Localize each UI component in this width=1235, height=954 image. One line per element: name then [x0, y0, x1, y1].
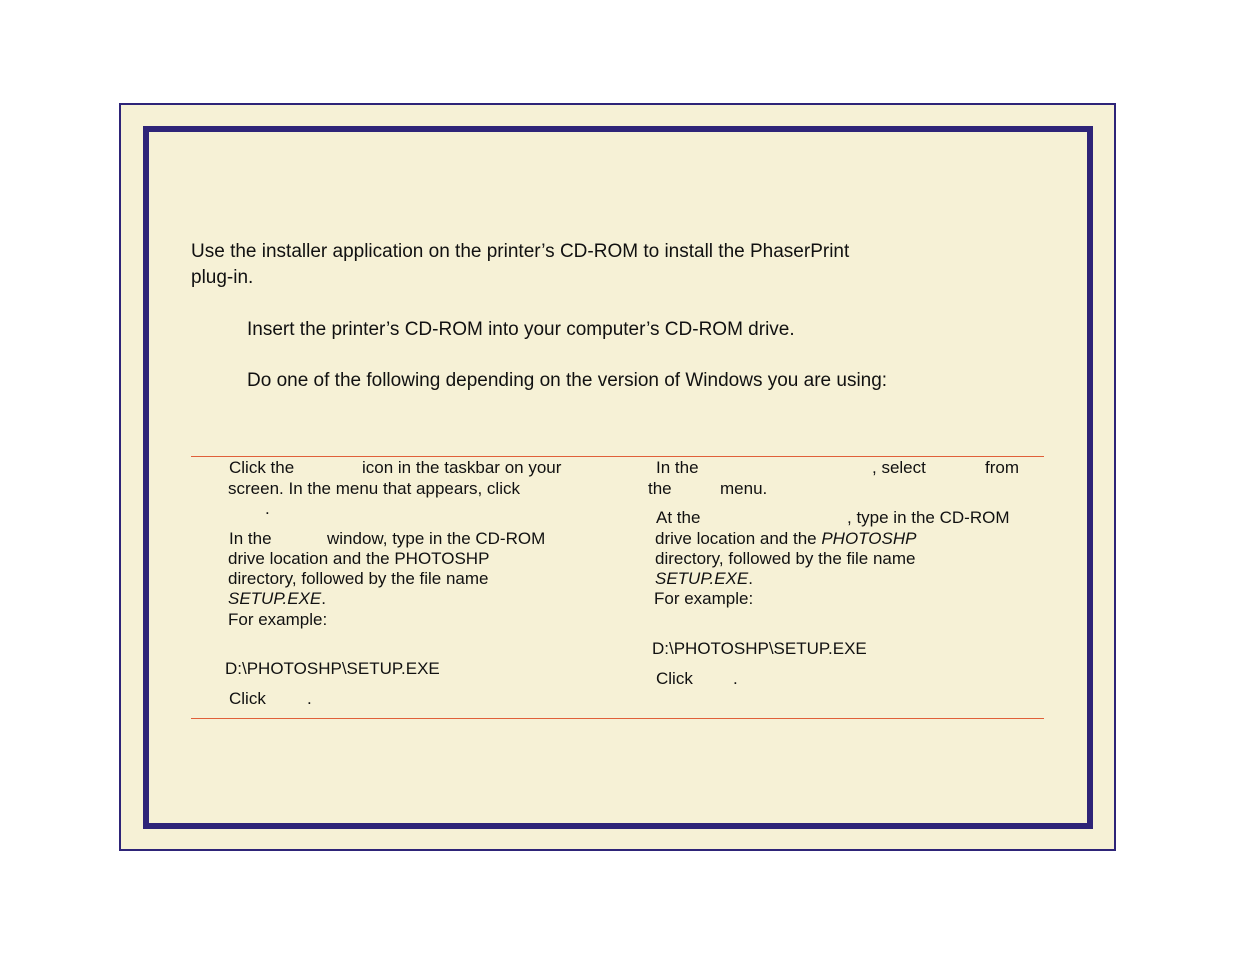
left-step2-line5: For example: [228, 610, 328, 629]
step-1-text: Insert the printer’s CD-ROM into your computer’s CD-ROM drive. [247, 319, 795, 340]
right-filename-period: . [748, 569, 753, 588]
left-step2-line2: drive location and the PHOTOSHP [228, 549, 490, 568]
left-filename-period: . [321, 589, 326, 608]
right-step1-line1-a: In the [656, 458, 699, 477]
left-step1-line1-a: Click the [229, 458, 295, 477]
right-step3-b: . [733, 669, 738, 688]
right-step1-line2-b: menu. [720, 479, 768, 498]
table-bottom-rule [191, 718, 1044, 719]
right-step1-line2-a: the [648, 479, 672, 498]
right-step2-line1-a: At the [656, 508, 701, 527]
right-directory-name: PHOTOSHP [821, 529, 917, 548]
right-step2-line4 [655, 569, 753, 589]
right-example-path: D:\PHOTOSHP\SETUP.EXE [652, 639, 867, 658]
right-step1-line1-b: , select [872, 458, 926, 477]
step-2-text: Do one of the following depending on the version of Windows you are using: [247, 370, 888, 391]
intro-line-1: Use the installer application on the printer’s CD-ROM to install the PhaserPrint [191, 241, 850, 262]
left-example-path: D:\PHOTOSHP\SETUP.EXE [225, 659, 440, 678]
right-step2-line1-b: , type in the CD-ROM [847, 508, 1010, 527]
right-step2-line5: For example: [654, 589, 754, 608]
left-filename: SETUP.EXE [228, 589, 322, 608]
left-step1-line2: screen. In the menu that appears, click [228, 479, 520, 498]
left-step2-line3: directory, followed by the file name [228, 569, 489, 588]
right-step2-line3: directory, followed by the file name [655, 549, 916, 568]
left-step3-a: Click [229, 689, 266, 708]
left-step1-line3: . [265, 499, 270, 518]
left-step1-line1-b: icon in the taskbar on your [362, 458, 562, 477]
right-step2-line2 [655, 529, 916, 549]
right-step1-line1-c: from [985, 458, 1019, 477]
left-step2-line4 [228, 589, 326, 609]
left-step2-line1-a: In the [229, 529, 272, 548]
right-step3-a: Click [656, 669, 693, 688]
left-step3-b: . [307, 689, 312, 708]
right-filename: SETUP.EXE [655, 569, 749, 588]
right-step2-line2-text: drive location and the [655, 529, 822, 548]
left-step2-line1-b: window, type in the CD-ROM [327, 529, 546, 548]
intro-line-2: plug-in. [191, 267, 254, 288]
table-top-rule [191, 456, 1044, 457]
